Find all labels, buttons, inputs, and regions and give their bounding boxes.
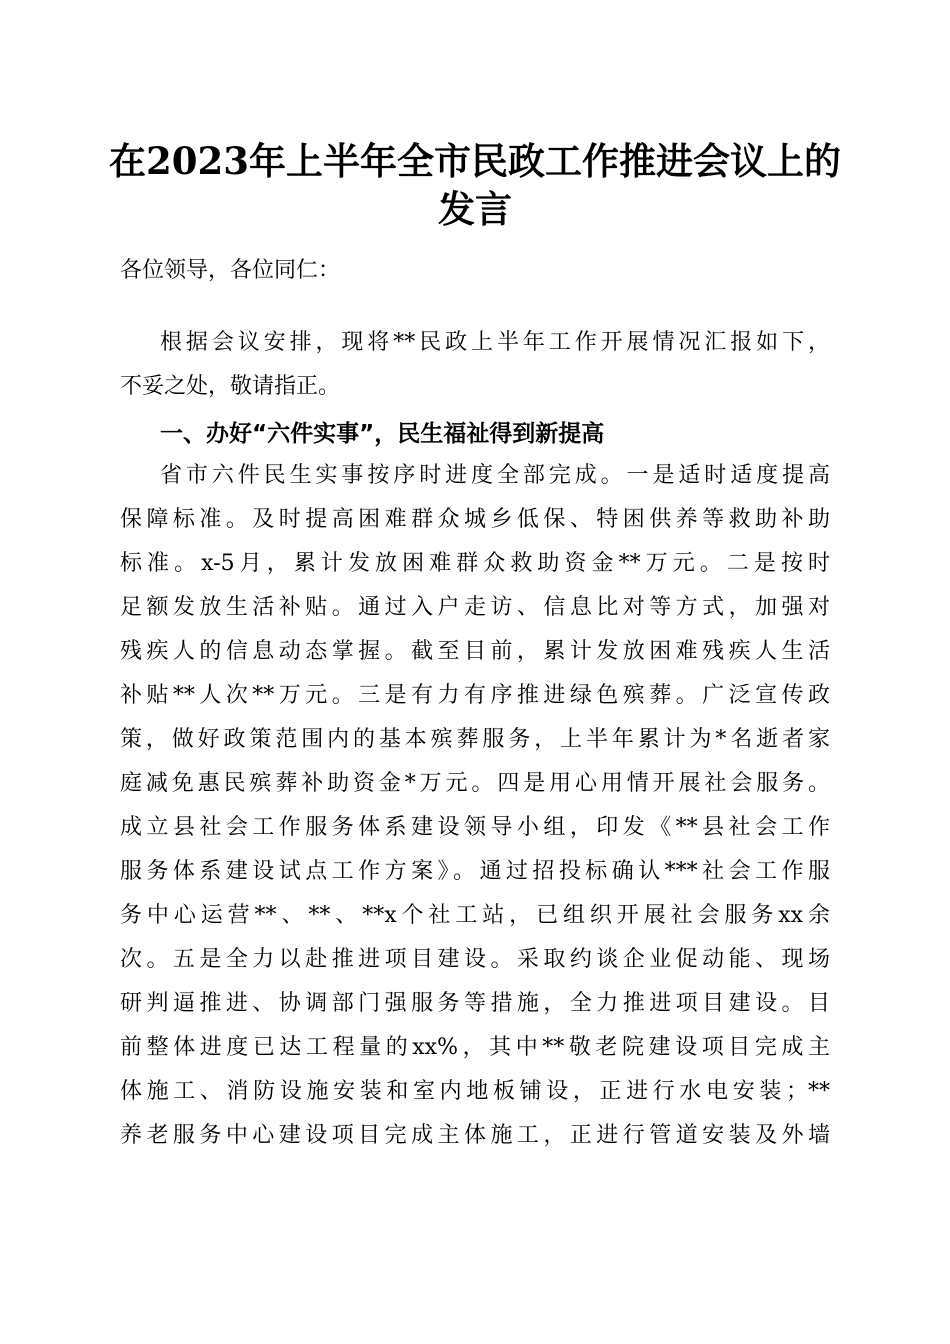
body-paragraph-line: 研判逼推进、协调部门强服务等措施，全力推进项目建设。目 <box>120 991 830 1016</box>
body-paragraph-line: 次。五是全力以赴推进项目建设。采取约谈企业促动能、现场 <box>120 947 830 972</box>
body-paragraph-line: 残疾人的信息动态掌握。截至目前，累计发放困难残疾人生活 <box>120 639 830 664</box>
body-paragraph-line: 服务体系建设试点工作方案》。通过招投标确认***社会工作服 <box>120 859 830 884</box>
body-paragraph-line: 庭减免惠民殡葬补助资金*万元。四是用心用情开展社会服务。 <box>120 771 830 796</box>
body-paragraph-line: 策，做好政策范围内的基本殡葬服务，上半年累计为*名逝者家 <box>120 727 830 752</box>
intro-paragraph-line: 根据会议安排，现将**民政上半年工作开展情况汇报如下， <box>160 330 830 355</box>
body-paragraph-line: 养老服务中心建设项目完成主体施工，正进行管道安装及外墙 <box>120 1123 830 1148</box>
document-title-line-2: 发言 <box>438 187 512 231</box>
body-paragraph-line: 标准。x-5月，累计发放困难群众救助资金**万元。二是按时 <box>120 551 830 576</box>
intro-paragraph-line: 不妥之处，敬请指正。 <box>120 374 341 399</box>
body-paragraph-line: 足额发放生活补贴。通过入户走访、信息比对等方式，加强对 <box>120 595 830 620</box>
body-paragraph-line: 补贴**人次**万元。三是有力有序推进绿色殡葬。广泛宣传政 <box>120 683 830 708</box>
body-paragraph-line: 保障标准。及时提高困难群众城乡低保、特困供养等救助补助 <box>120 507 830 532</box>
body-paragraph-line: 务中心运营**、**、**x个社工站，已组织开展社会服务xx余 <box>120 903 830 928</box>
body-paragraph-line: 省市六件民生实事按序时进度全部完成。一是适时适度提高 <box>160 463 830 488</box>
salutation: 各位领导，各位同仁： <box>120 258 341 283</box>
body-paragraph-line: 前整体进度已达工程量的xx%，其中**敬老院建设项目完成主 <box>120 1035 830 1060</box>
body-paragraph-line: 成立县社会工作服务体系建设领导小组，印发《**县社会工作 <box>120 815 830 840</box>
section-heading: 一、办好“六件实事”，民生福祉得到新提高 <box>160 421 605 447</box>
body-paragraph-line: 体施工、消防设施安装和室内地板铺设，正进行水电安装；** <box>120 1079 830 1104</box>
document-title-line-1: 在2023年上半年全市民政工作推进会议上的 <box>109 139 841 183</box>
